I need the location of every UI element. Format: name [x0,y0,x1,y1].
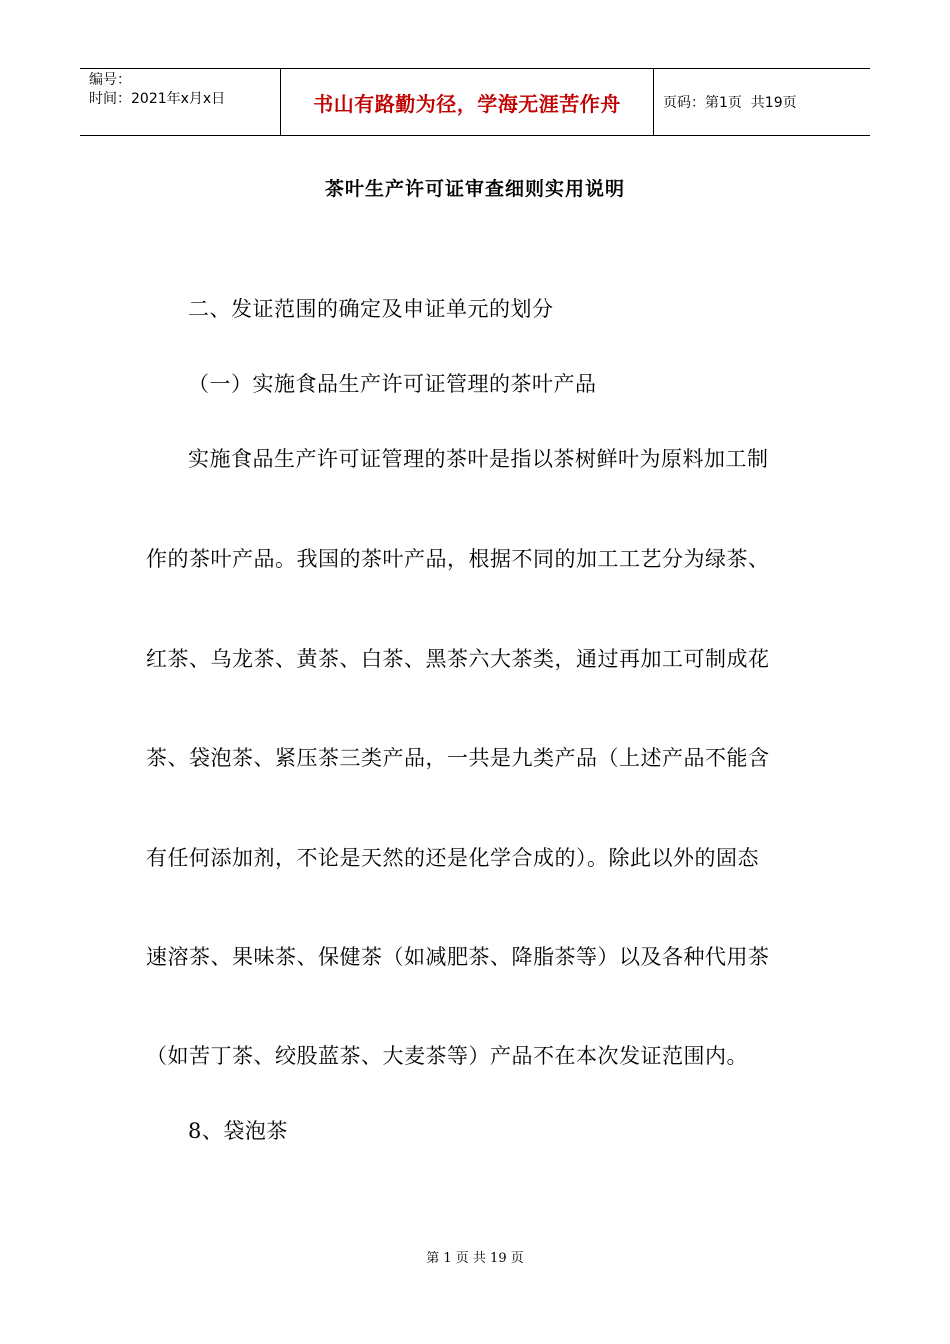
body-line: 速溶茶、果味茶、保健茶（如减肥茶、降脂茶等）以及各种代用茶 [146,945,770,969]
document-number-label: 编号： [89,72,131,88]
body-line: 茶、袋泡茶、紧压茶三类产品，一共是九类产品（上述产品不能含 [146,746,770,770]
document-date-label: 时间：2021年x月x日 [89,91,226,107]
header-page-cell [654,69,870,135]
body-line: 作的茶叶产品。我国的茶叶产品，根据不同的加工工艺分为绿茶、 [146,547,770,571]
header-table [80,68,870,136]
section-heading: 二、发证范围的确定及申证单元的划分 [188,297,554,321]
header-motto-cell [281,69,654,135]
header-meta-cell [80,69,281,135]
item-heading: 8、袋泡茶 [188,1119,288,1143]
body-line: 实施食品生产许可证管理的茶叶是指以茶树鲜叶为原料加工制 [188,447,769,471]
body-line: （如苦丁茶、绞股蓝茶、大麦茶等）产品不在本次发证范围内。 [146,1044,748,1068]
page-footer: 第 1 页 共 19 页 [426,1251,524,1266]
header-page-info: 页码：第1页 共19页 [663,95,797,111]
body-line: 有任何添加剂，不论是天然的还是化学合成的）。除此以外的固态 [146,846,759,870]
body-line: 红茶、乌龙茶、黄茶、白茶、黑茶六大茶类，通过再加工可制成花 [146,647,770,671]
header-motto: 书山有路勤为径，学海无涯苦作舟 [313,91,621,116]
document-title: 茶叶生产许可证审查细则实用说明 [324,178,625,200]
subsection-heading: （一）实施食品生产许可证管理的茶叶产品 [188,372,597,396]
